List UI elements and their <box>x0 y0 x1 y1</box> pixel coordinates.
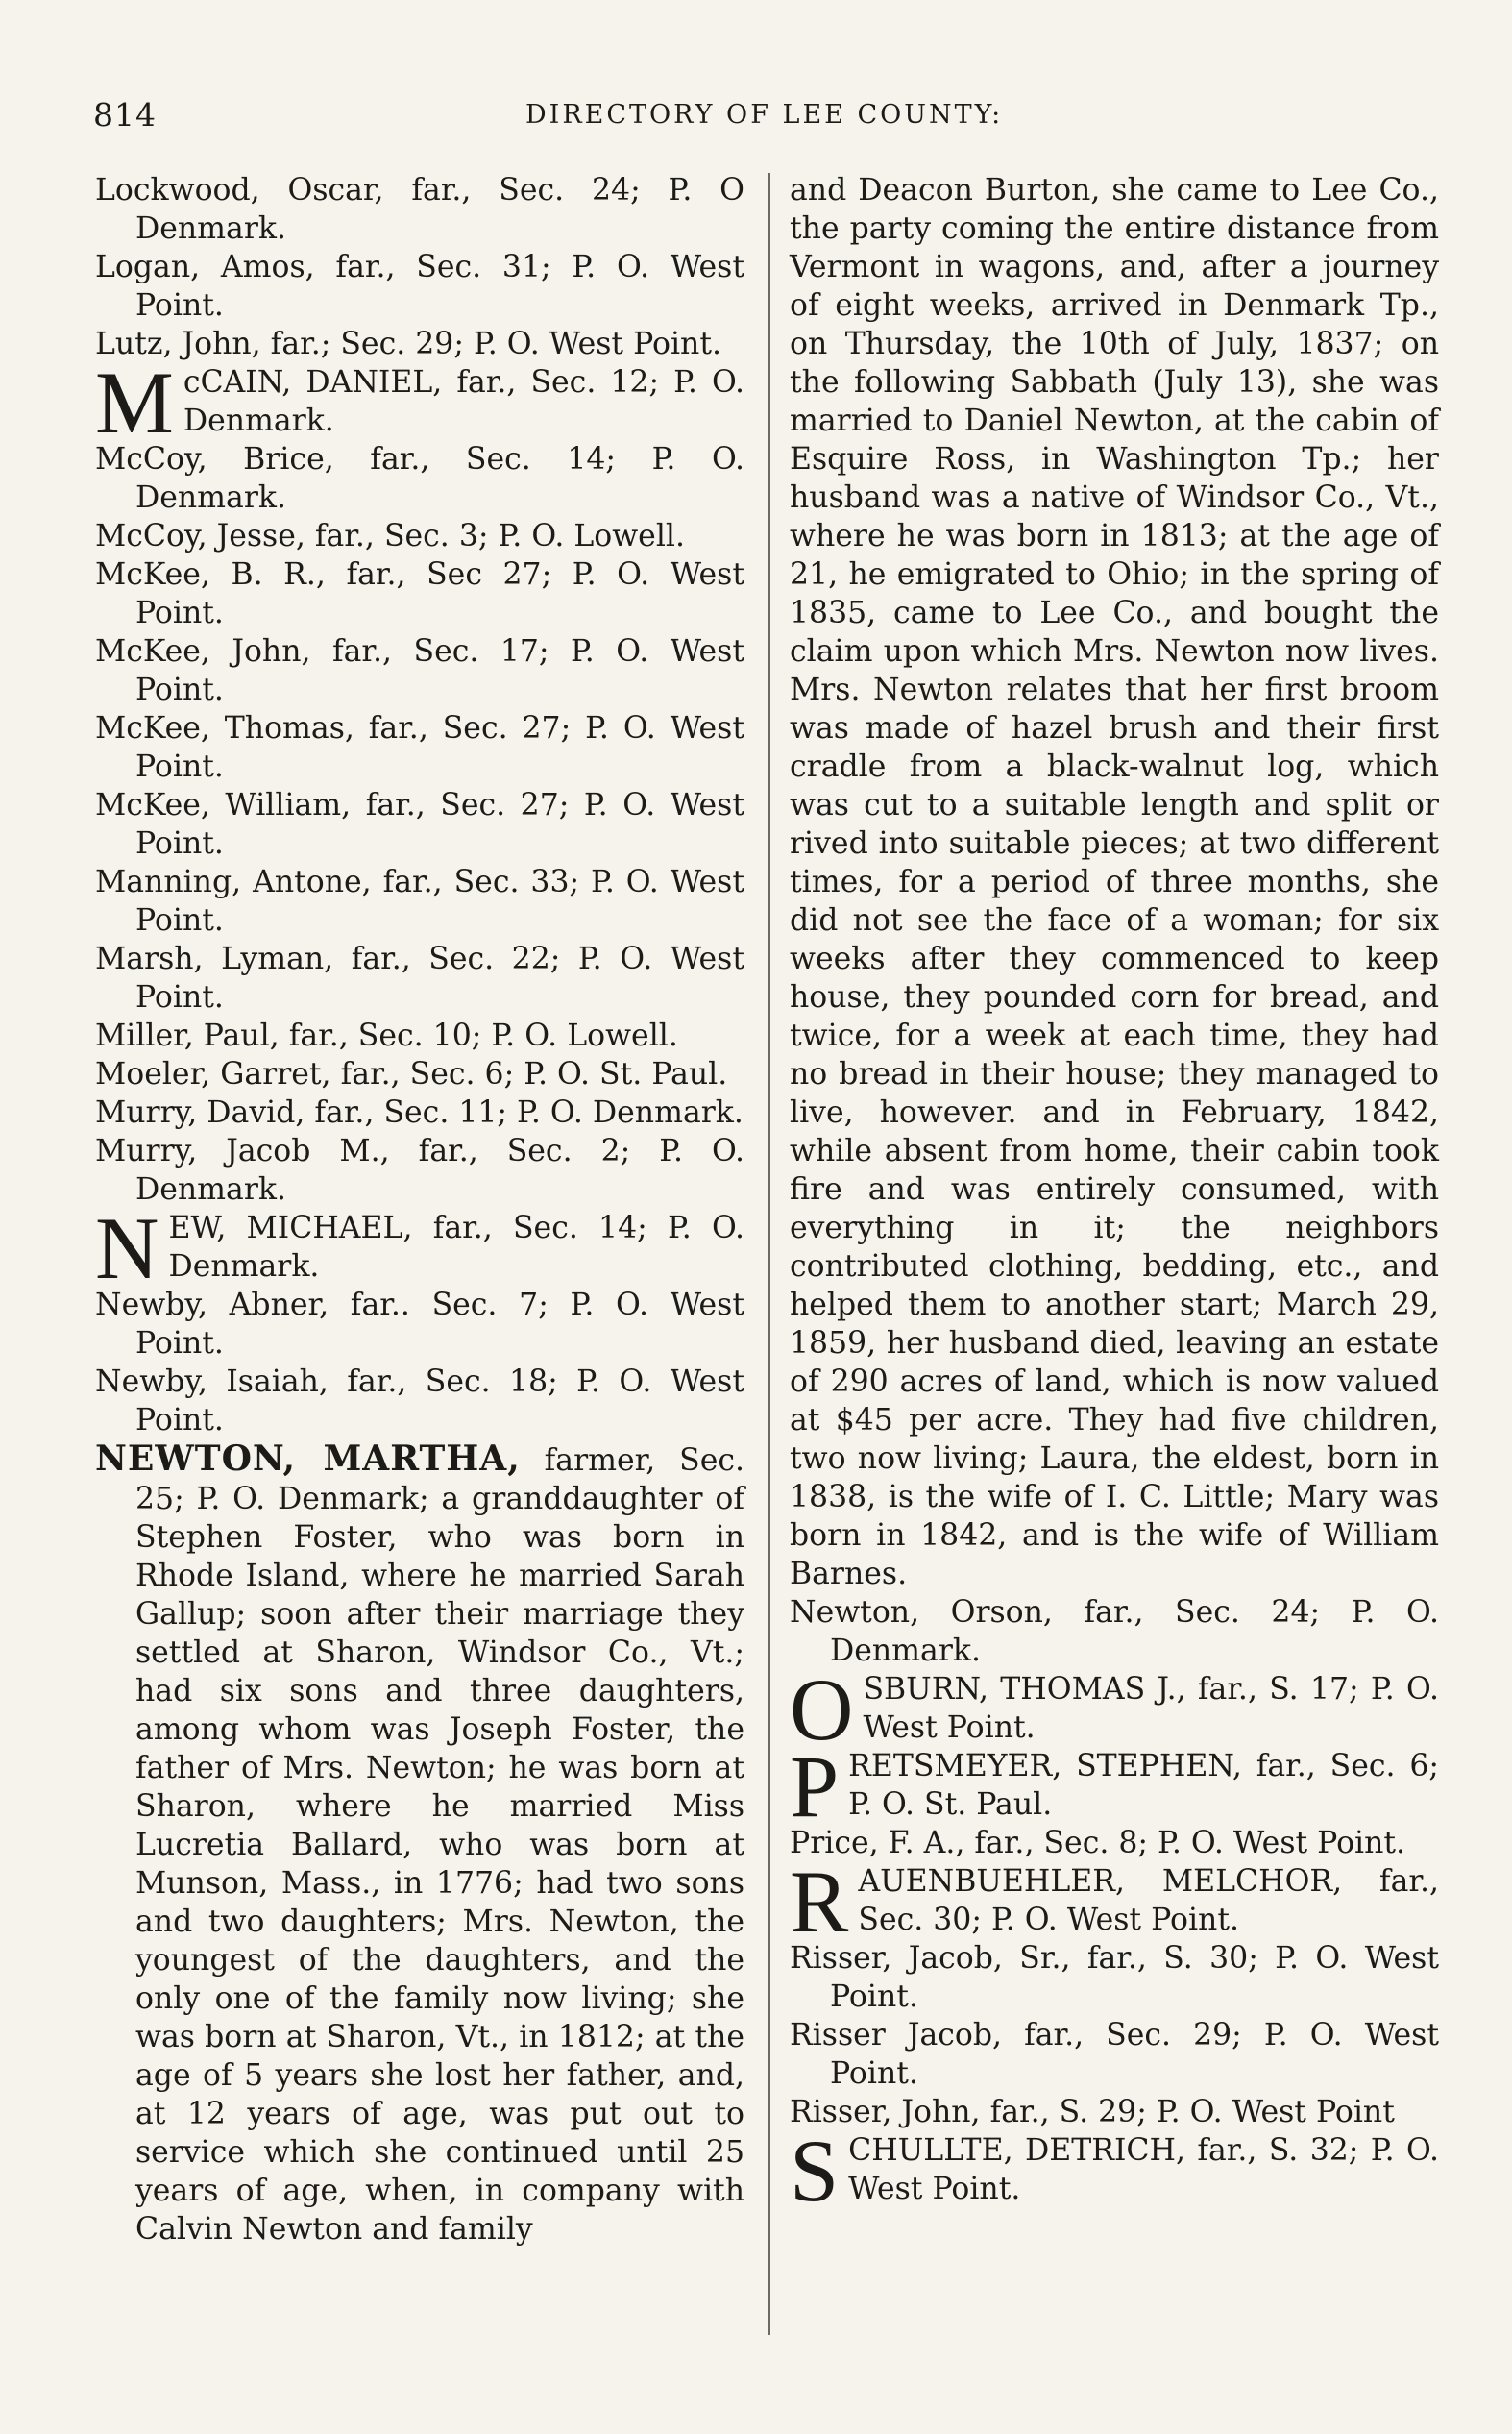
directory-entry: McKee, Thomas, far., Sec. 27; P. O. West Point. <box>95 711 744 784</box>
drop-cap: R <box>790 1853 849 1951</box>
directory-entry-initial <box>790 2122 1439 2220</box>
directory-entry: McCoy, Brice, far., Sec. 14; P. O. Denmark. <box>95 442 744 515</box>
directory-entry: Manning, Antone, far., Sec. 33; P. O. West Point. <box>95 865 744 938</box>
directory-entry: Risser Jacob, far., Sec. 29; P. O. West Point. <box>790 2018 1439 2091</box>
entry-text: SBURN, THOMAS J., far., S. 17; P. O. West Point. <box>863 1672 1439 1745</box>
directory-entry: Price, F. A., far., Sec. 8; P. O. West Point. <box>790 1826 1406 1860</box>
drop-cap: P <box>790 1737 840 1835</box>
directory-entry: McKee, William, far., Sec. 27; P. O. West Point. <box>95 788 744 861</box>
directory-entry: McKee, B. R., far., Sec 27; P. O. West Point. <box>95 557 744 630</box>
column-divider <box>768 173 770 2335</box>
directory-entry: Logan, Amos, far., Sec. 31; P. O. West Point. <box>95 250 744 323</box>
directory-entry: Newton, Orson, far., Sec. 24; P. O. Denmark. <box>790 1595 1439 1668</box>
biography-name: NEWTON, MARTHA, <box>95 1438 521 1479</box>
directory-entry: Miller, Paul, far., Sec. 10; P. O. Lowell. <box>95 1019 678 1053</box>
page-number: 814 <box>93 96 157 134</box>
drop-cap: N <box>95 1199 159 1297</box>
entry-text: EW, MICHAEL, far., Sec. 14; P. O. Denmark. <box>168 1211 744 1284</box>
directory-entry: Lutz, John, far.; Sec. 29; P. O. West Point. <box>95 327 721 361</box>
directory-entry-initial <box>790 1853 1439 1951</box>
directory-entry: Moeler, Garret, far., Sec. 6; P. O. St. Paul. <box>95 1057 728 1092</box>
directory-entry: Lockwood, Oscar, far., Sec. 24; P. O Denmark. <box>95 173 744 246</box>
directory-entry: Newby, Isaiah, far., Sec. 18; P. O. West Point. <box>95 1365 744 1438</box>
page-header <box>93 96 1438 138</box>
directory-entry: Risser, John, far., S. 29; P. O. West Point <box>790 2095 1395 2129</box>
directory-entry: Murry, David, far., Sec. 11; P. O. Denmark. <box>95 1095 744 1130</box>
biography-entry <box>95 1439 744 2249</box>
entry-text: AUENBUEHLER, MELCHOR, far., Sec. 30; P. O. West Point. <box>858 1864 1439 1937</box>
biography-continuation: and Deacon Burton, she came to Lee Co., the party coming the entire distance from Vermont in wagons, and, after a journey of eight weeks, arrived in Denmark Tp., on Thursday, the 10th of July, 1837; on the following Sabbath (July 13), she was married to Daniel Newton, at the cabin of Esquire Ross, in Washington Tp.; her husband was a native of Windsor Co., Vt., where he was born in 1813; at the age of 21, he emigrated to Ohio; in the spring of 1835, came to Lee Co., and bought the claim upon which Mrs. Newton now lives. Mrs. Newton relates that her first broom was made of hazel brush and their first cradle from a black-walnut log, which was cut to a suitable length and split or rived into suitable pieces; at two different times, for a period of three months, she did not see the face of a woman; for six weeks after they commenced to keep house, they pounded corn for bread, and twice, for a week at each time, they had no bread in their house; they managed to live, however. and in February, 1842, while absent from home, their cabin took fire and was entirely consumed, with everything in it; the neighbors contributed clothing, bedding, etc., and helped them to another start; March 29, 1859, her husband died, leaving an estate of 290 acres of land, which is now valued at $45 per acre. They had five children, two now living; Laura, the eldest, born in 1838, is the wife of I. C. Little; Mary was born in 1842, and is the wife of William Barnes. <box>790 173 1439 1591</box>
drop-cap: S <box>790 2122 840 2220</box>
directory-entry: McKee, John, far., Sec. 17; P. O. West Point. <box>95 634 744 707</box>
biography-text: farmer, Sec. 25; P. O. Denmark; a granddaughter of Stephen Foster, who was born in Rhode Island, where he married Sarah Gallup; soon after their marriage they settled at Sharon, Windsor Co., Vt.; had six sons and three daughters, among whom was Joseph Foster, the father of Mrs. Newton; he was born at Sharon, where he married Miss Lucretia Ballard, who was born at Munson, Mass., in 1776; had two sons and two daughters; Mrs. Newton, the youngest of the daughters, and the only one of the family now living; she was born at Sharon, Vt., in 1812; at the age of 5 years she lost her father, and, at 12 years of age, was put out to service which she continued until 25 years of age, when, in company with Calvin Newton and family <box>135 1443 744 2247</box>
directory-entry: Murry, Jacob M., far., Sec. 2; P. O. Denmark. <box>95 1134 744 1207</box>
entry-text: cCAIN, DANIEL, far., Sec. 12; P. O. Denmark. <box>183 365 744 438</box>
right-column <box>790 171 1439 2220</box>
directory-entry: Newby, Abner, far.. Sec. 7; P. O. West Point. <box>95 1288 744 1361</box>
directory-entry: Marsh, Lyman, far., Sec. 22; P. O. West Point. <box>95 942 744 1015</box>
entry-text: CHULLTE, DETRICH, far., S. 32; P. O. West Point. <box>848 2133 1439 2206</box>
directory-entry-initial <box>95 1199 744 1297</box>
drop-cap: O <box>790 1660 854 1758</box>
drop-cap: M <box>95 354 174 452</box>
directory-entry: McCoy, Jesse, far., Sec. 3; P. O. Lowell. <box>95 519 685 553</box>
directory-entry-initial <box>790 1737 1439 1835</box>
running-title: DIRECTORY OF LEE COUNTY: <box>525 100 1004 130</box>
entry-text: RETSMEYER, STEPHEN, far., Sec. 6; P. O. St. Paul. <box>848 1749 1439 1822</box>
directory-entry-initial <box>95 354 744 452</box>
left-column <box>95 171 744 2249</box>
directory-entry: Risser, Jacob, Sr., far., S. 30; P. O. West Point. <box>790 1941 1439 2014</box>
directory-entry-initial <box>790 1660 1439 1758</box>
